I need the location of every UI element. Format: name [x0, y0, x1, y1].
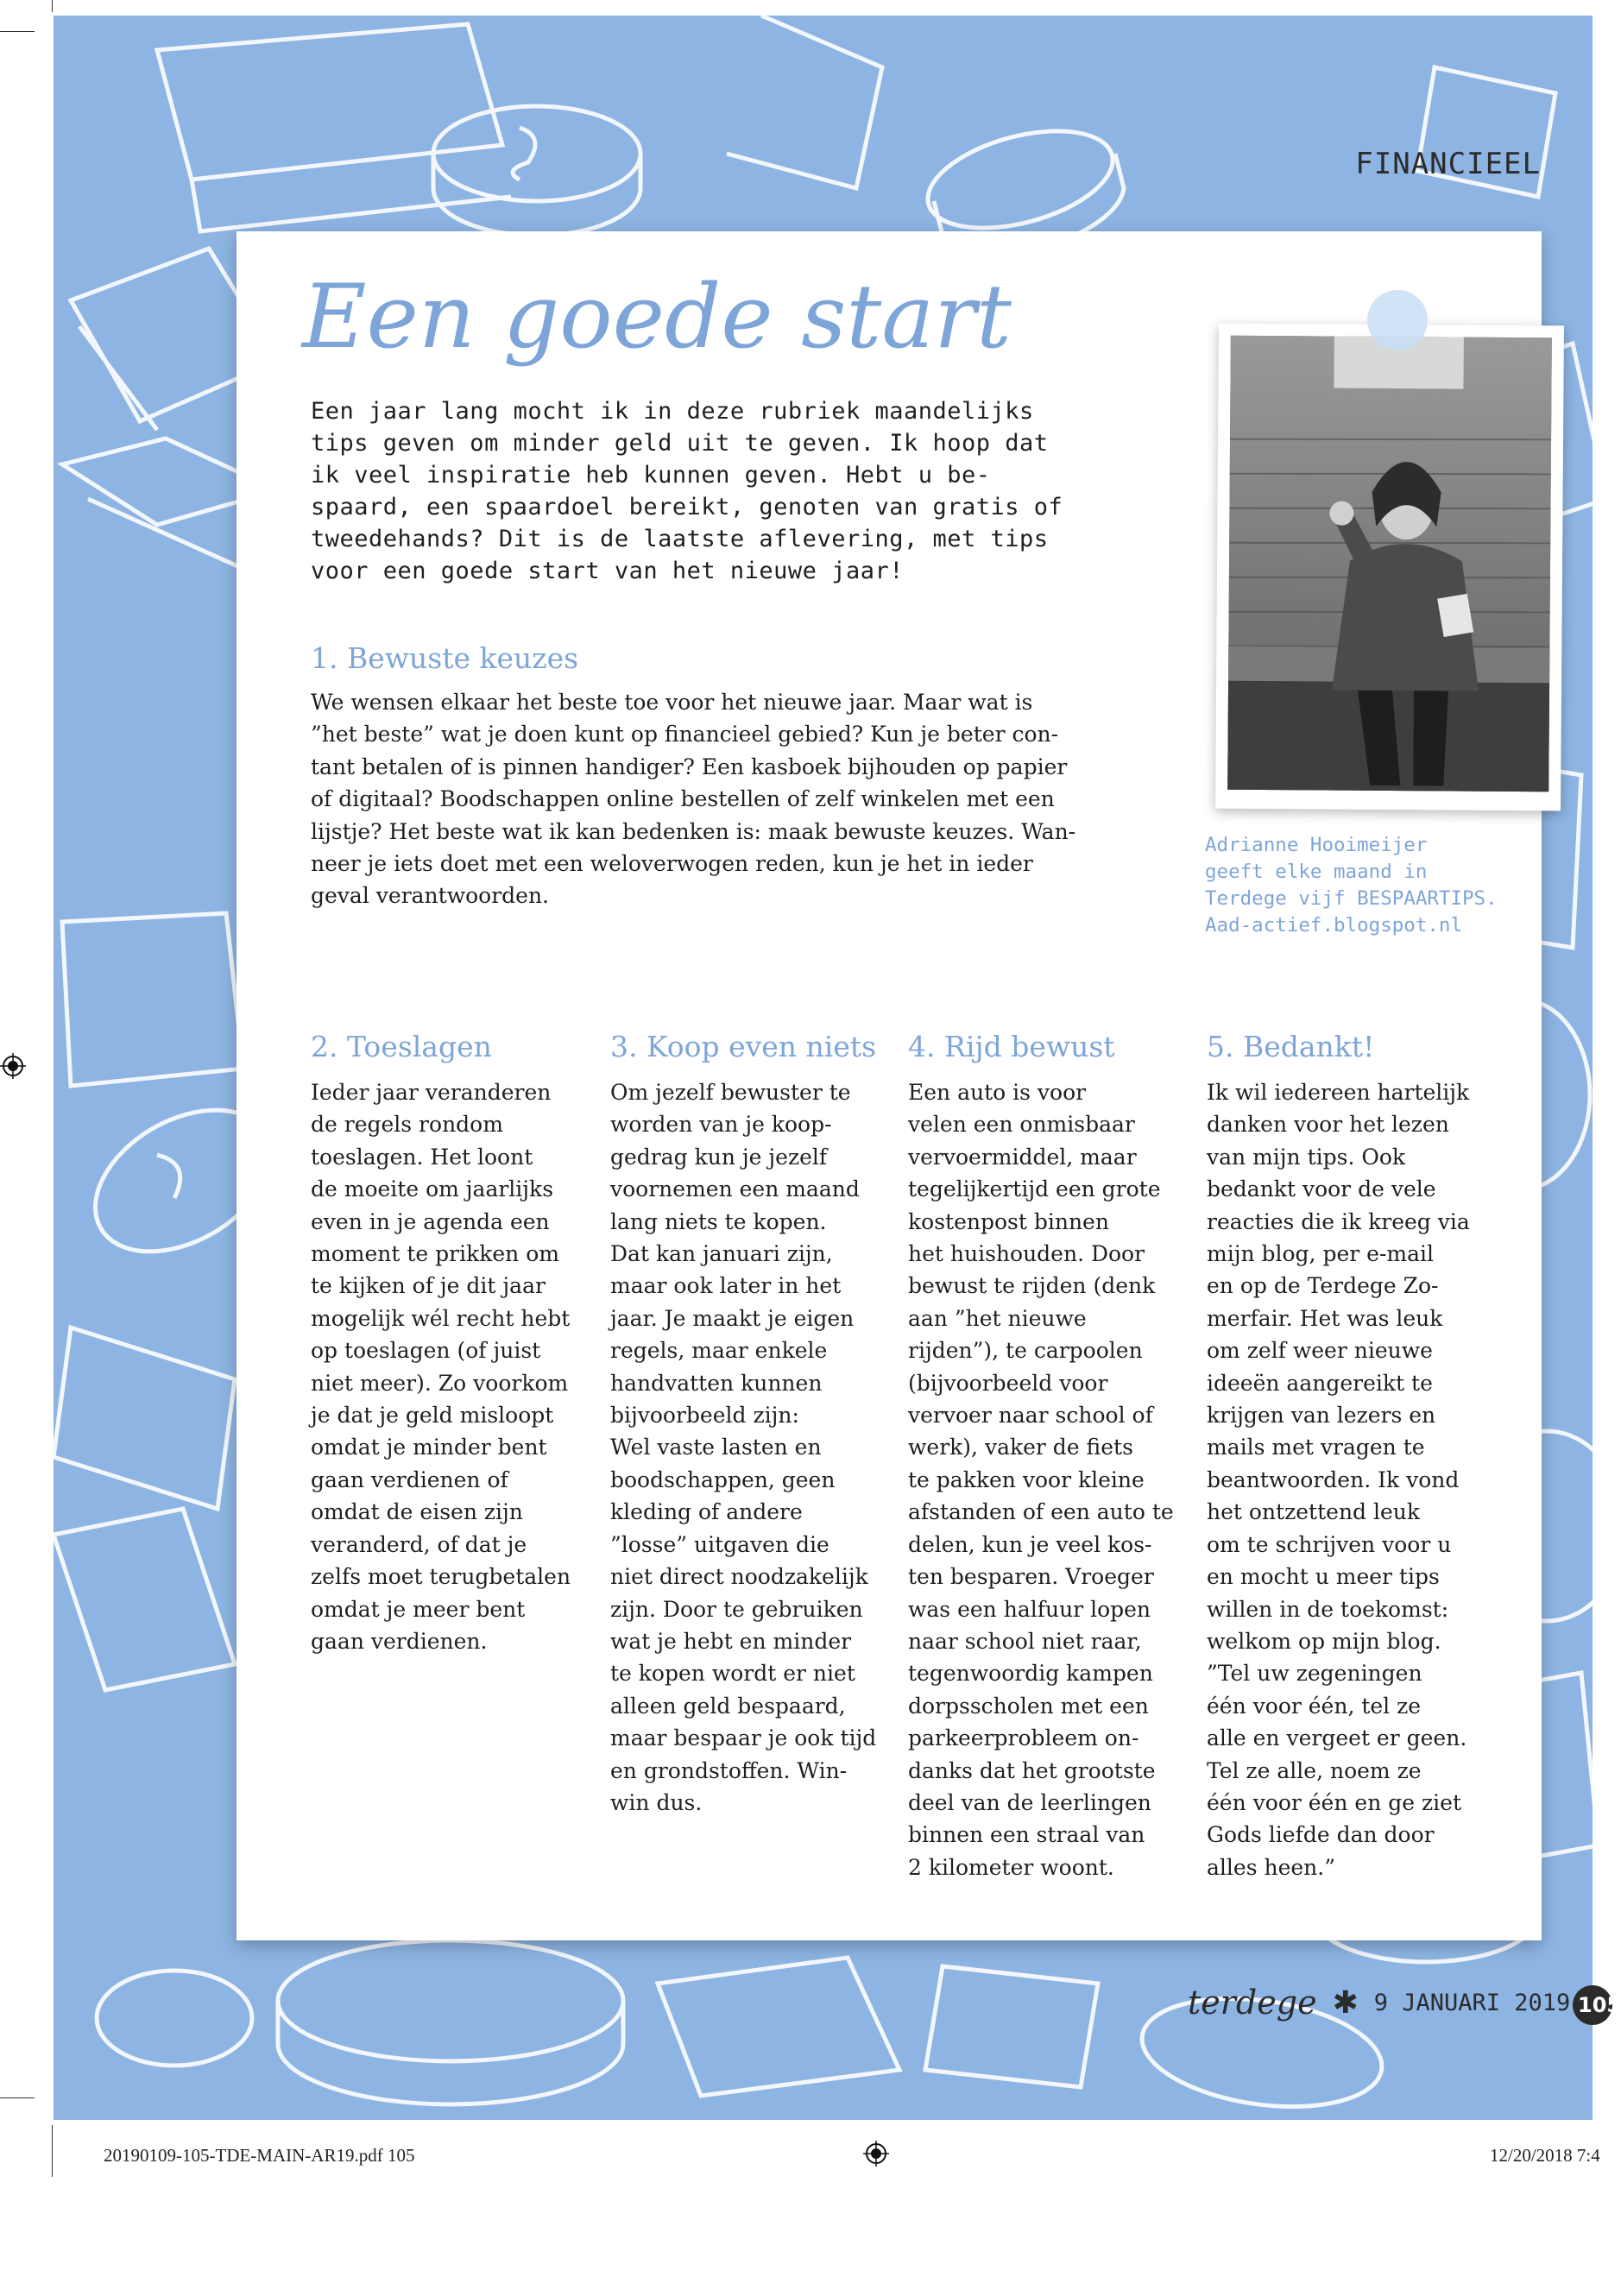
issue-date: 9 JANUARI 2019: [1373, 1989, 1571, 2016]
text-line: voornemen een maand: [610, 1176, 860, 1202]
text-line: om te schrijven voor u: [1207, 1531, 1452, 1557]
text-line: parkeerprobleem on-: [908, 1725, 1139, 1751]
text-line: binnen een straal van: [908, 1822, 1145, 1848]
print-slug-filename: 20190109-105-TDE-MAIN-AR19.pdf 105: [104, 2145, 415, 2166]
intro-line: spaard, een spaardoel bereikt, genoten van gratis of: [311, 494, 1063, 520]
text-line: wat je hebt en minder: [610, 1628, 852, 1654]
wallet-icon: [727, 16, 882, 188]
text-line: maar bespaar je ook tijd: [610, 1725, 877, 1751]
text-line: geval verantwoorden.: [311, 883, 549, 909]
caption-line: Aad-actief.blogspot.nl: [1205, 914, 1463, 937]
text-line: alle en vergeet er geen.: [1207, 1725, 1467, 1751]
text-line: zelfs moet terugbetalen: [311, 1564, 571, 1590]
caption-line: Terdege vijf BESPAARTIPS.: [1205, 887, 1498, 910]
intro-line: tweedehands? Dit is de laatste aflevering, met tips: [311, 526, 1049, 552]
text-line: neer je iets doet met een weloverwogen reden, kun je het in ieder: [311, 851, 1033, 877]
wallet-icon: [54, 1509, 235, 1690]
text-line: krijgen van lezers en: [1207, 1403, 1436, 1429]
text-line: tegelijkertijd een grote: [908, 1176, 1161, 1202]
text-line: deel van de leerlingen: [908, 1789, 1151, 1815]
wallet-icon: [54, 1328, 235, 1509]
text-line: jaar. Je maakt je eigen: [610, 1305, 855, 1331]
text-line: omdat de eisen zijn: [311, 1499, 523, 1525]
wallet-icon: [157, 24, 511, 231]
text-line: handvatten kunnen: [610, 1370, 823, 1396]
text-line: veranderd, of dat je: [311, 1531, 527, 1557]
coin-icon: [97, 1971, 252, 2066]
text-line: omdat je meer bent: [311, 1596, 526, 1622]
text-line: vervoermiddel, maar: [908, 1144, 1137, 1170]
intro-line: Een jaar lang mocht ik in deze rubriek maandelijks: [311, 398, 1034, 425]
text-line: worden van je koop-: [610, 1112, 832, 1138]
section-heading: 2. Toeslagen: [311, 1030, 492, 1063]
text-line: beantwoorden. Ik vond: [1207, 1467, 1460, 1492]
text-line: lijstje? Het beste wat ik kan bedenken is: maak bewuste keuzes. Wan-: [311, 818, 1076, 844]
section-heading: 1. Bewuste keuzes: [311, 641, 579, 675]
coin-icon: [433, 106, 640, 236]
page-footer: [1188, 1984, 1570, 2022]
crop-mark: [0, 2097, 35, 2098]
section-body: [610, 1076, 880, 1819]
section-body: [908, 1076, 1177, 1883]
section-body: [311, 686, 1139, 912]
text-line: bedankt voor de vele: [1207, 1176, 1436, 1202]
text-line: merfair. Het was leuk: [1207, 1305, 1443, 1331]
text-line: naar school niet raar,: [908, 1628, 1142, 1654]
text-line: (bijvoorbeeld voor: [908, 1370, 1108, 1396]
tape-dot: [1367, 290, 1428, 350]
text-line: de regels rondom: [311, 1112, 503, 1138]
text-line: We wensen elkaar het beste toe voor het nieuwe jaar. Maar wat is: [311, 690, 1033, 715]
text-line: het ontzettend leuk: [1207, 1499, 1421, 1525]
text-line: van mijn tips. Ook: [1207, 1144, 1406, 1170]
caption-line: geeft elke maand in: [1205, 861, 1428, 883]
intro-line: voor een goede start van het nieuwe jaar!: [311, 558, 904, 584]
article-card: [237, 231, 1542, 1940]
text-line: gedrag kun je jezelf: [610, 1144, 828, 1170]
text-line: mogelijk wél recht hebt: [311, 1305, 571, 1331]
text-line: alleen geld bespaard,: [610, 1693, 846, 1719]
text-line: Dat kan januari zijn,: [610, 1241, 833, 1267]
intro-line: tips geven om minder geld uit te geven. Ik hoop dat: [311, 430, 1049, 457]
text-line: kleding of andere: [610, 1499, 803, 1525]
text-line: het huishouden. Door: [908, 1241, 1145, 1267]
text-line: de moeite om jaarlijks: [311, 1176, 554, 1202]
wallet-icon: [62, 913, 243, 1086]
text-line: één voor één, tel ze: [1207, 1693, 1422, 1719]
intro-line: ik veel inspiratie heb kunnen geven. Hebt u be-: [311, 462, 991, 489]
text-line: om zelf weer nieuwe: [1207, 1338, 1433, 1364]
text-line: lang niets te kopen.: [610, 1208, 827, 1234]
text-line: en mocht u meer tips: [1207, 1564, 1440, 1590]
text-line: mails met vragen te: [1207, 1435, 1425, 1460]
text-line: bewust te rijden (denk: [908, 1273, 1156, 1299]
author-photo: [1227, 336, 1552, 792]
text-line: afstanden of een auto te: [908, 1499, 1174, 1525]
brand-logo: terdege: [1188, 1984, 1317, 2022]
text-line: vervoer naar school of: [908, 1403, 1153, 1429]
text-line: op toeslagen (of juist: [311, 1338, 541, 1364]
star-icon: ✱: [1332, 1984, 1359, 2021]
text-line: te pakken voor kleine: [908, 1467, 1145, 1492]
print-slug-date: 12/20/2018 7:4: [1490, 2145, 1600, 2166]
text-line: 2 kilometer woont.: [908, 1854, 1114, 1880]
crop-mark: [52, 2125, 53, 2177]
section-body: [311, 1076, 580, 1657]
text-line: ”Tel uw zegeningen: [1207, 1661, 1422, 1687]
registration-mark-icon: [0, 1053, 26, 1079]
intro-text: [311, 395, 1174, 587]
text-line: regels, maar enkele: [610, 1338, 828, 1364]
text-line: en grondstoffen. Win-: [610, 1757, 848, 1783]
text-line: reacties die ik kreeg via: [1207, 1208, 1470, 1234]
text-line: tegenwoordig kampen: [908, 1661, 1153, 1687]
section-body: [1207, 1076, 1476, 1883]
article-title: Een goede start: [302, 266, 1012, 369]
text-line: je dat je geld misloopt: [311, 1403, 554, 1429]
wallet-icon: [925, 1966, 1098, 2087]
author-photo-frame: [1215, 324, 1564, 811]
text-line: bijvoorbeeld zijn:: [610, 1403, 799, 1429]
coin-icon: [278, 1940, 623, 2104]
text-line: tant betalen of is pinnen handiger? Een kasboek bijhouden op papier: [311, 754, 1068, 779]
crop-mark: [52, 0, 53, 12]
text-line: te kopen wordt er niet: [610, 1661, 855, 1687]
text-line: Tel ze alle, noem ze: [1207, 1757, 1422, 1783]
text-line: niet meer). Zo voorkom: [311, 1370, 569, 1396]
text-line: danks dat het grootste: [908, 1757, 1156, 1783]
text-line: ten besparen. Vroeger: [908, 1564, 1154, 1590]
text-line: even in je agenda een: [311, 1208, 550, 1234]
text-line: zijn. Door te gebruiken: [610, 1596, 863, 1622]
text-line: rijden”), te carpoolen: [908, 1338, 1143, 1364]
text-line: gaan verdienen.: [311, 1628, 488, 1654]
text-line: te kijken of je dit jaar: [311, 1273, 546, 1299]
text-line: aan ”het nieuwe: [908, 1305, 1087, 1331]
text-line: Ieder jaar veranderen: [311, 1080, 552, 1105]
text-line: velen een onmisbaar: [908, 1112, 1135, 1138]
text-line: mijn blog, per e-mail: [1207, 1241, 1434, 1267]
text-line: niet direct noodzakelijk: [610, 1564, 868, 1590]
text-line: boodschappen, geen: [610, 1467, 836, 1492]
text-line: ”losse” uitgaven die: [610, 1531, 829, 1557]
text-line: toeslagen. Het loont: [311, 1144, 533, 1170]
text-line: win dus.: [610, 1789, 703, 1815]
text-line: en op de Terdege Zo-: [1207, 1273, 1439, 1299]
section-label: FINANCIEEL: [1355, 147, 1541, 181]
text-line: dorpsscholen met een: [908, 1693, 1149, 1719]
text-line: gaan verdienen of: [311, 1467, 508, 1492]
registration-mark-icon: [863, 2141, 889, 2167]
crop-mark: [0, 31, 35, 32]
text-line: Gods liefde dan door: [1207, 1822, 1435, 1848]
text-line: werk), vaker de fiets: [908, 1435, 1133, 1460]
text-line: alles heen.”: [1207, 1854, 1335, 1880]
text-line: één voor één en ge ziet: [1207, 1789, 1461, 1815]
text-line: Ik wil iedereen hartelijk: [1207, 1080, 1470, 1105]
text-line: Om jezelf bewuster te: [610, 1080, 851, 1105]
wallet-icon: [658, 1958, 899, 2096]
text-line: delen, kun je veel kos-: [908, 1531, 1152, 1557]
caption-line: Adrianne Hooimeijer: [1205, 834, 1428, 856]
author-caption: [1205, 832, 1542, 939]
text-line: Een auto is voor: [908, 1080, 1087, 1105]
page-number: 105: [1573, 1985, 1612, 2025]
text-line: welkom op mijn blog.: [1207, 1628, 1441, 1654]
author-photo-illustration: [1227, 336, 1552, 792]
text-line: Wel vaste lasten en: [610, 1435, 822, 1460]
text-line: of digitaal? Boodschappen online bestellen of zelf winkelen met een: [311, 786, 1055, 812]
text-line: maar ook later in het: [610, 1273, 842, 1299]
text-line: kostenpost binnen: [908, 1208, 1109, 1234]
text-line: willen in de toekomst:: [1207, 1596, 1449, 1622]
text-line: danken voor het lezen: [1207, 1112, 1449, 1138]
text-line: moment te prikken om: [311, 1241, 559, 1267]
text-line: ideeën aangereikt te: [1207, 1370, 1433, 1396]
section-heading: 5. Bedankt!: [1207, 1030, 1375, 1063]
text-line: omdat je minder bent: [311, 1435, 547, 1460]
section-heading: 3. Koop even niets: [610, 1030, 877, 1063]
section-heading: 4. Rijd bewust: [908, 1030, 1115, 1063]
text-line: was een halfuur lopen: [908, 1596, 1151, 1622]
text-line: ”het beste” wat je doen kunt op financieel gebied? Kun je beter con-: [311, 722, 1059, 747]
